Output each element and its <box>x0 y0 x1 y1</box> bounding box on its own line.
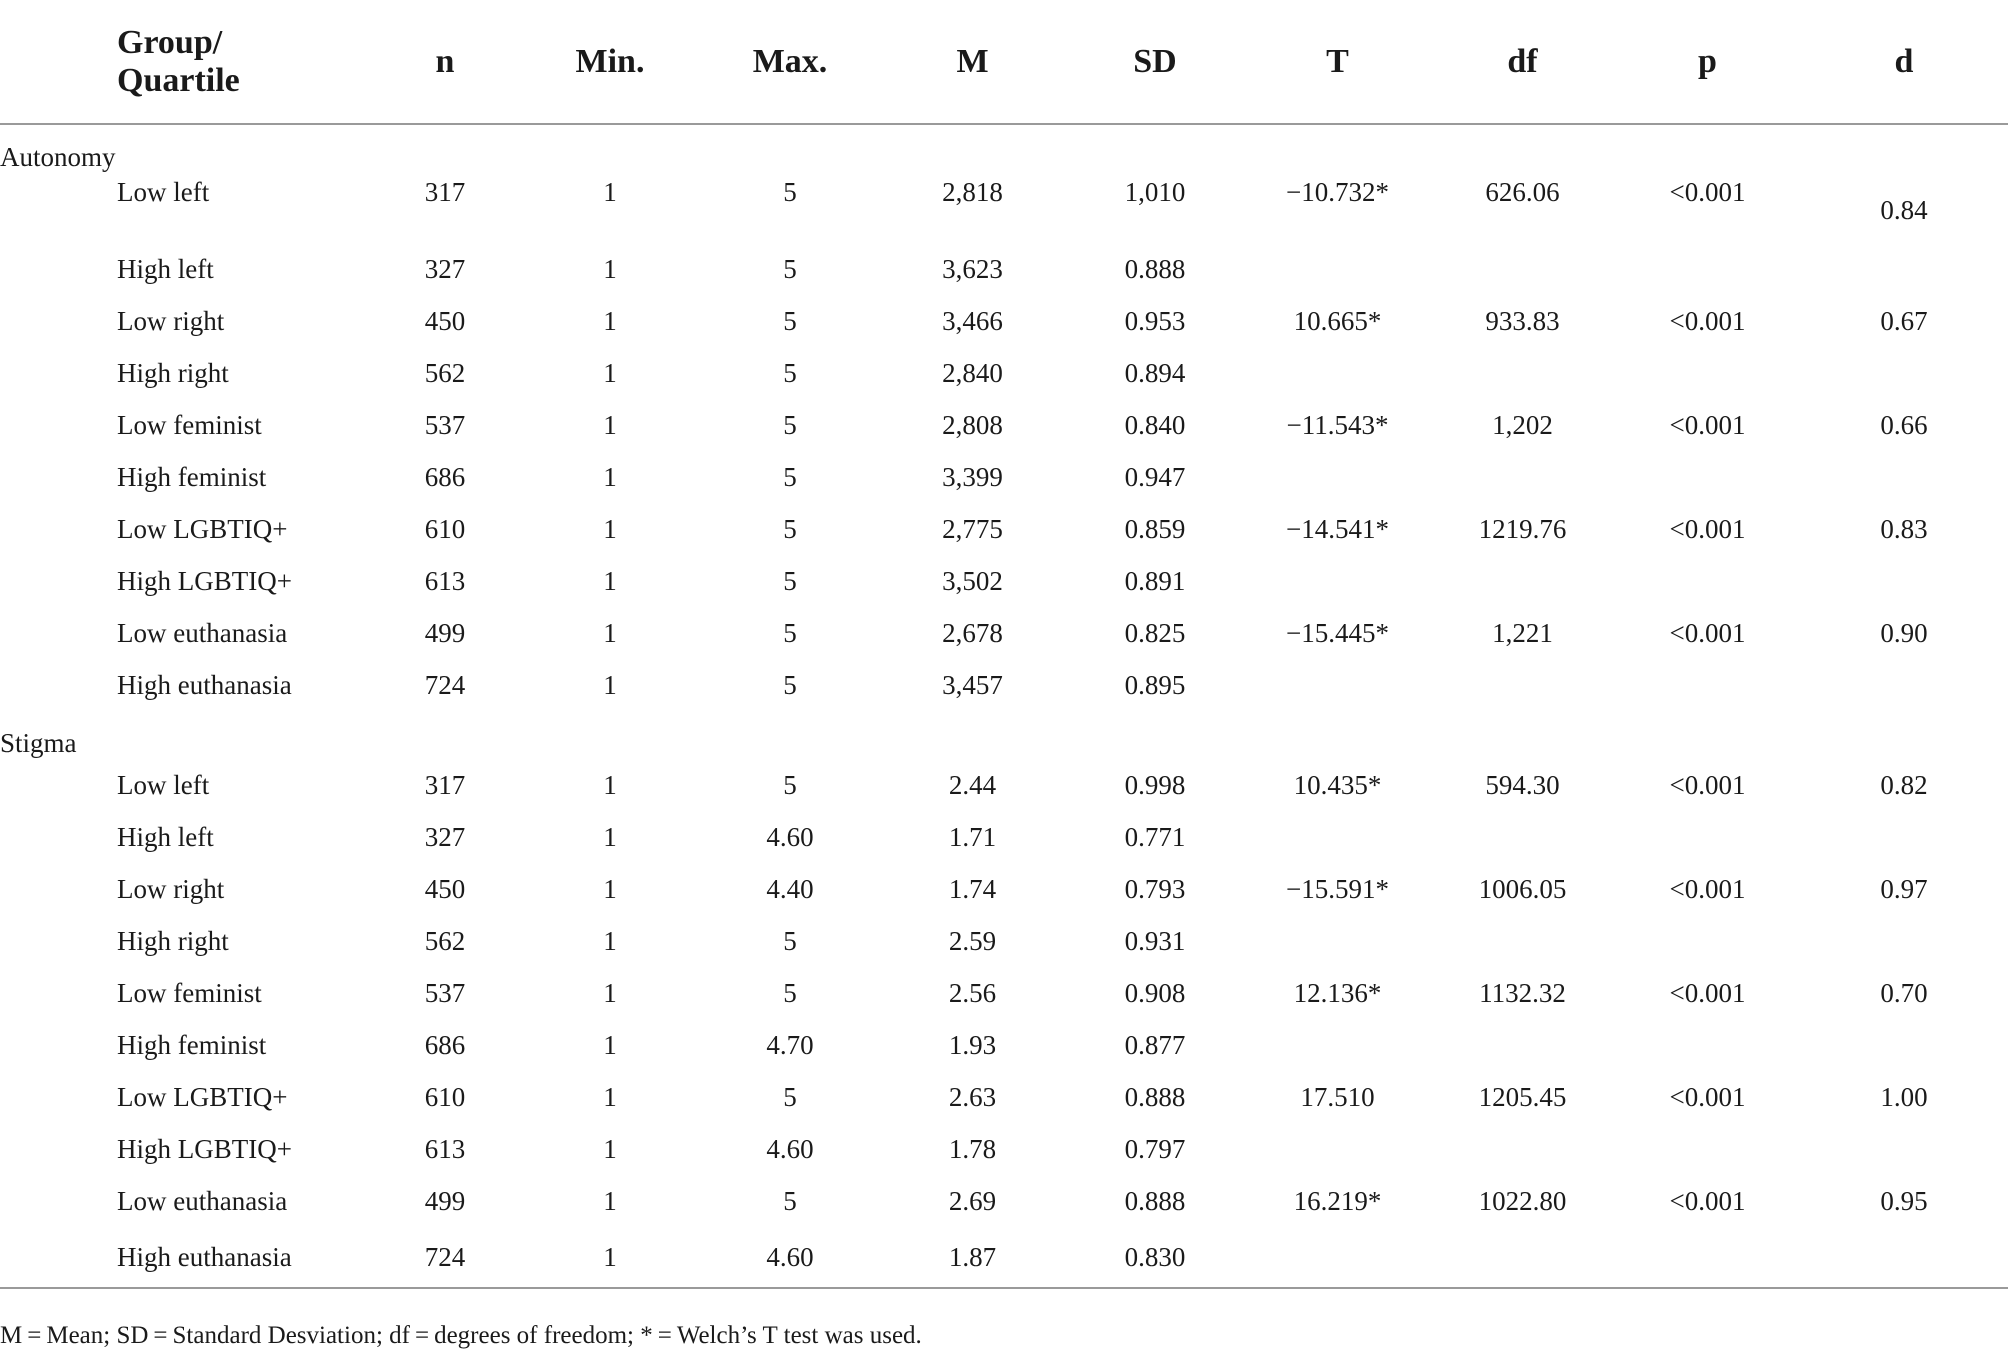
cell-min: 1 <box>603 873 617 904</box>
cell-mean: 2.63 <box>948 1081 997 1112</box>
row-label: Low feminist <box>117 977 262 1008</box>
cell-min: 1 <box>603 769 617 800</box>
cell-max: 5 <box>783 513 797 544</box>
cell-mean: 2,678 <box>942 617 1003 648</box>
cell-df: 626.06 <box>1485 177 1560 207</box>
header-sd: SD <box>1065 0 1245 124</box>
cell-mean: 2,818 <box>942 177 1003 207</box>
cell-p: <0.001 <box>1669 177 1746 207</box>
table-row <box>0 451 2008 503</box>
cell-sd: 0.840 <box>1124 409 1186 440</box>
table-row <box>0 1175 2008 1227</box>
cell-d: 0.82 <box>1880 769 1928 800</box>
cell-p: <0.001 <box>1669 769 1746 800</box>
cell-sd: 0.947 <box>1124 461 1186 492</box>
cell-min: 1 <box>520 1227 700 1288</box>
cell-p <box>1615 347 1800 399</box>
cell-n: 499 <box>424 1185 466 1216</box>
cell-t <box>1245 555 1430 607</box>
cell-min: 1 <box>603 1185 617 1216</box>
cell-df: 933.83 <box>1485 305 1560 336</box>
section-row-stigma <box>0 711 2008 759</box>
row-label: Low feminist <box>117 409 262 440</box>
cell-min: 1 <box>603 977 617 1008</box>
cell-p <box>1615 811 1800 863</box>
cell-t: −15.445* <box>1286 617 1389 648</box>
cell-df <box>1430 1123 1615 1175</box>
table-footnote: M = Mean; SD = Standard Desviation; df = degrees of freedom; * = Welch’s T test was used. <box>0 1322 922 1349</box>
cell-p: <0.001 <box>1669 617 1746 648</box>
cell-max: 5 <box>783 1081 797 1112</box>
cell-p <box>1615 1019 1800 1071</box>
cell-d <box>1800 1123 2008 1175</box>
cell-min: 1 <box>603 461 617 492</box>
cell-t: −10.732* <box>1286 177 1389 207</box>
table-row <box>0 607 2008 659</box>
cell-n: 537 <box>424 409 466 440</box>
cell-n: 610 <box>424 513 466 544</box>
cell-t: −11.543* <box>1286 409 1389 440</box>
cell-sd: 0.908 <box>1124 977 1186 1008</box>
cell-max: 4.60 <box>766 1133 814 1164</box>
table-row <box>0 1071 2008 1123</box>
cell-t <box>1245 243 1430 295</box>
cell-sd: 0.931 <box>1124 925 1186 956</box>
cell-max: 4.60 <box>700 1227 880 1288</box>
cell-t <box>1245 659 1430 711</box>
cell-mean: 3,457 <box>942 669 1003 700</box>
cell-mean: 3,466 <box>942 305 1003 336</box>
cell-d <box>1800 451 2008 503</box>
cell-sd: 0.771 <box>1124 821 1186 852</box>
cell-mean: 1.78 <box>948 1133 997 1164</box>
cell-min: 1 <box>603 253 617 284</box>
row-label: Low LGBTIQ+ <box>117 1081 288 1112</box>
cell-p <box>1615 915 1800 967</box>
cell-max: 5 <box>783 409 797 440</box>
cell-mean: 2.44 <box>948 769 997 800</box>
cell-mean: 2,775 <box>942 513 1003 544</box>
cell-df <box>1430 1019 1615 1071</box>
cell-n: 686 <box>424 1029 466 1060</box>
table-row <box>0 967 2008 1019</box>
cell-max: 5 <box>783 1185 797 1216</box>
cell-sd: 0.894 <box>1124 357 1186 388</box>
cell-t: 12.136* <box>1293 977 1382 1008</box>
cell-d: 0.90 <box>1880 617 1928 648</box>
row-label: Low right <box>117 873 225 904</box>
header-mean: M <box>880 0 1065 124</box>
row-label: Low euthanasia <box>117 617 288 648</box>
cell-max: 5 <box>783 177 797 207</box>
section-row-autonomy <box>0 124 2008 173</box>
cell-max: 5 <box>783 769 797 800</box>
table-row <box>0 295 2008 347</box>
cell-sd: 0.998 <box>1124 769 1186 800</box>
cell-d <box>1800 659 2008 711</box>
header-df: df <box>1430 0 1615 124</box>
table-row <box>0 863 2008 915</box>
cell-d: 0.67 <box>1880 305 1928 336</box>
row-label: High left <box>117 821 214 852</box>
row-label: High feminist <box>117 1029 267 1060</box>
cell-n: 724 <box>424 669 466 700</box>
header-row <box>0 0 2008 124</box>
cell-max: 5 <box>783 925 797 956</box>
cell-mean: 2.69 <box>948 1185 997 1216</box>
cell-t: 10.435* <box>1293 769 1382 800</box>
cell-t <box>1245 1227 1430 1288</box>
cell-n: 610 <box>424 1081 466 1112</box>
cell-sd: 0.793 <box>1124 873 1186 904</box>
cell-p: <0.001 <box>1669 1081 1746 1112</box>
row-label: Low left <box>117 769 210 800</box>
row-label: High right <box>117 925 229 956</box>
cell-min: 1 <box>603 1029 617 1060</box>
cell-max: 5 <box>783 305 797 336</box>
cell-df <box>1430 915 1615 967</box>
cell-n: 450 <box>424 873 466 904</box>
header-group-line1: Group/ <box>117 23 223 61</box>
cell-df: 1006.05 <box>1478 873 1567 904</box>
cell-n: 724 <box>370 1227 520 1288</box>
table-row <box>0 555 2008 607</box>
cell-df: 594.30 <box>1485 769 1560 800</box>
table-row <box>0 399 2008 451</box>
cell-p: <0.001 <box>1669 1185 1746 1216</box>
header-n: n <box>370 0 520 124</box>
cell-df: 1205.45 <box>1478 1081 1567 1112</box>
cell-df: 1132.32 <box>1479 977 1566 1008</box>
cell-p <box>1615 659 1800 711</box>
cell-min: 1 <box>603 513 617 544</box>
table-row <box>0 659 2008 711</box>
cell-d: 0.66 <box>1880 409 1928 440</box>
cell-p <box>1615 451 1800 503</box>
table-row <box>0 1123 2008 1175</box>
cell-sd: 0.877 <box>1124 1029 1186 1060</box>
row-label: High left <box>117 253 214 284</box>
table-row <box>0 243 2008 295</box>
row-label: High LGBTIQ+ <box>117 565 292 596</box>
cell-n: 499 <box>424 617 466 648</box>
cell-sd: 0.891 <box>1124 565 1186 596</box>
row-label: High feminist <box>117 461 267 492</box>
cell-t: 17.510 <box>1300 1081 1375 1112</box>
cell-sd: 0.953 <box>1124 305 1186 336</box>
table-row <box>0 347 2008 399</box>
cell-n: 317 <box>424 177 466 207</box>
cell-t: 10.665* <box>1293 305 1382 336</box>
cell-n: 327 <box>424 821 466 852</box>
cell-n: 327 <box>424 253 466 284</box>
cell-df: 1,221 <box>1492 617 1553 648</box>
table-row <box>0 811 2008 863</box>
cell-max: 5 <box>783 669 797 700</box>
header-d: d <box>1800 0 2008 124</box>
cell-d <box>1800 811 2008 863</box>
header-max: Max. <box>700 0 880 124</box>
table-row <box>0 1019 2008 1071</box>
cell-sd: 0.888 <box>1124 1185 1186 1216</box>
row-label: Low right <box>117 305 225 336</box>
cell-min: 1 <box>603 357 617 388</box>
cell-df <box>1430 1227 1615 1288</box>
table-row <box>0 915 2008 967</box>
cell-mean: 1.93 <box>948 1029 997 1060</box>
cell-p: <0.001 <box>1669 513 1746 544</box>
table-row <box>0 759 2008 811</box>
cell-mean: 2.56 <box>948 977 997 1008</box>
cell-min: 1 <box>603 409 617 440</box>
row-label: High euthanasia <box>117 669 292 700</box>
cell-d <box>1800 1227 2008 1288</box>
cell-d <box>1800 915 2008 967</box>
cell-max: 5 <box>783 617 797 648</box>
cell-df: 1,202 <box>1492 409 1553 440</box>
cell-mean: 1.71 <box>948 821 997 852</box>
table-body <box>0 124 2008 1288</box>
cell-t <box>1245 451 1430 503</box>
cell-mean: 1.74 <box>948 873 997 904</box>
cell-n: 613 <box>424 565 466 596</box>
cell-max: 4.70 <box>766 1029 814 1060</box>
cell-mean: 2,808 <box>942 409 1003 440</box>
cell-sd: 0.825 <box>1124 617 1186 648</box>
cell-sd: 0.830 <box>1065 1227 1245 1288</box>
table-header <box>0 0 2008 124</box>
cell-min: 1 <box>603 1133 617 1164</box>
row-label: Low LGBTIQ+ <box>117 513 288 544</box>
cell-n: 686 <box>424 461 466 492</box>
cell-n: 562 <box>424 357 466 388</box>
cell-min: 1 <box>603 305 617 336</box>
cell-t <box>1245 1019 1430 1071</box>
cell-min: 1 <box>603 925 617 956</box>
cell-t: −14.541* <box>1286 513 1389 544</box>
cell-min: 1 <box>603 177 617 207</box>
table-row <box>0 173 2008 243</box>
cell-mean: 2,840 <box>942 357 1003 388</box>
cell-d: 1.00 <box>1880 1081 1928 1112</box>
cell-d: 0.83 <box>1880 513 1928 544</box>
row-label: High right <box>117 357 229 388</box>
cell-d <box>1800 555 2008 607</box>
cell-mean: 1.87 <box>880 1227 1065 1288</box>
cell-d <box>1800 347 2008 399</box>
cell-mean: 3,623 <box>942 253 1003 284</box>
cell-df <box>1430 243 1615 295</box>
cell-p: <0.001 <box>1669 873 1746 904</box>
cell-p <box>1615 1227 1800 1288</box>
table-row <box>0 503 2008 555</box>
cell-n: 562 <box>424 925 466 956</box>
cell-mean: 3,502 <box>942 565 1003 596</box>
cell-max: 5 <box>783 565 797 596</box>
cell-p: <0.001 <box>1669 977 1746 1008</box>
cell-df <box>1430 555 1615 607</box>
table-row <box>0 1227 2008 1288</box>
cell-t <box>1245 915 1430 967</box>
cell-t: 16.219* <box>1293 1185 1382 1216</box>
cell-p: <0.001 <box>1669 409 1746 440</box>
cell-mean: 2.59 <box>948 925 997 956</box>
cell-sd: 0.895 <box>1124 669 1186 700</box>
cell-d: 0.95 <box>1880 1185 1928 1216</box>
cell-max: 5 <box>783 253 797 284</box>
header-p: p <box>1615 0 1800 124</box>
cell-max: 5 <box>783 461 797 492</box>
cell-d: 0.70 <box>1880 977 1928 1008</box>
cell-d <box>1800 1019 2008 1071</box>
cell-sd: 0.859 <box>1124 513 1186 544</box>
cell-df <box>1430 659 1615 711</box>
section-title: Stigma <box>0 728 77 758</box>
cell-n: 613 <box>424 1133 466 1164</box>
cell-min: 1 <box>603 617 617 648</box>
cell-min: 1 <box>603 821 617 852</box>
cell-d: 0.97 <box>1880 873 1928 904</box>
cell-p: <0.001 <box>1669 305 1746 336</box>
cell-sd: 1,010 <box>1124 177 1186 207</box>
cell-max: 4.60 <box>766 821 814 852</box>
row-label: High euthanasia <box>0 1227 370 1288</box>
cell-sd: 0.797 <box>1124 1133 1186 1164</box>
row-label: Low euthanasia <box>117 1185 288 1216</box>
cell-sd: 0.888 <box>1124 1081 1186 1112</box>
cell-n: 450 <box>424 305 466 336</box>
cell-d <box>1800 243 2008 295</box>
cell-df <box>1430 451 1615 503</box>
cell-max: 5 <box>783 357 797 388</box>
cell-t <box>1245 347 1430 399</box>
cell-df: 1219.76 <box>1478 513 1567 544</box>
header-t: T <box>1245 0 1430 124</box>
cell-p <box>1615 1123 1800 1175</box>
row-label: High LGBTIQ+ <box>117 1133 292 1164</box>
header-min: Min. <box>520 0 700 124</box>
cell-d: 0.84 <box>1880 194 1928 225</box>
cell-p <box>1615 555 1800 607</box>
cell-sd: 0.888 <box>1124 253 1186 284</box>
header-group-quartile <box>0 0 370 124</box>
row-label: Low left <box>117 177 210 207</box>
cell-df <box>1430 811 1615 863</box>
cell-min: 1 <box>603 565 617 596</box>
cell-t <box>1245 811 1430 863</box>
cell-n: 317 <box>424 769 466 800</box>
cell-p <box>1615 243 1800 295</box>
cell-t <box>1245 1123 1430 1175</box>
cell-n: 537 <box>424 977 466 1008</box>
cell-max: 4.40 <box>766 873 814 904</box>
cell-max: 5 <box>783 977 797 1008</box>
cell-df: 1022.80 <box>1478 1185 1567 1216</box>
section-title: Autonomy <box>0 142 116 172</box>
cell-t: −15.591* <box>1286 873 1389 904</box>
header-group-line2: Quartile <box>117 61 240 99</box>
cell-df <box>1430 347 1615 399</box>
cell-mean: 3,399 <box>942 461 1003 492</box>
cell-min: 1 <box>603 1081 617 1112</box>
cell-min: 1 <box>603 669 617 700</box>
